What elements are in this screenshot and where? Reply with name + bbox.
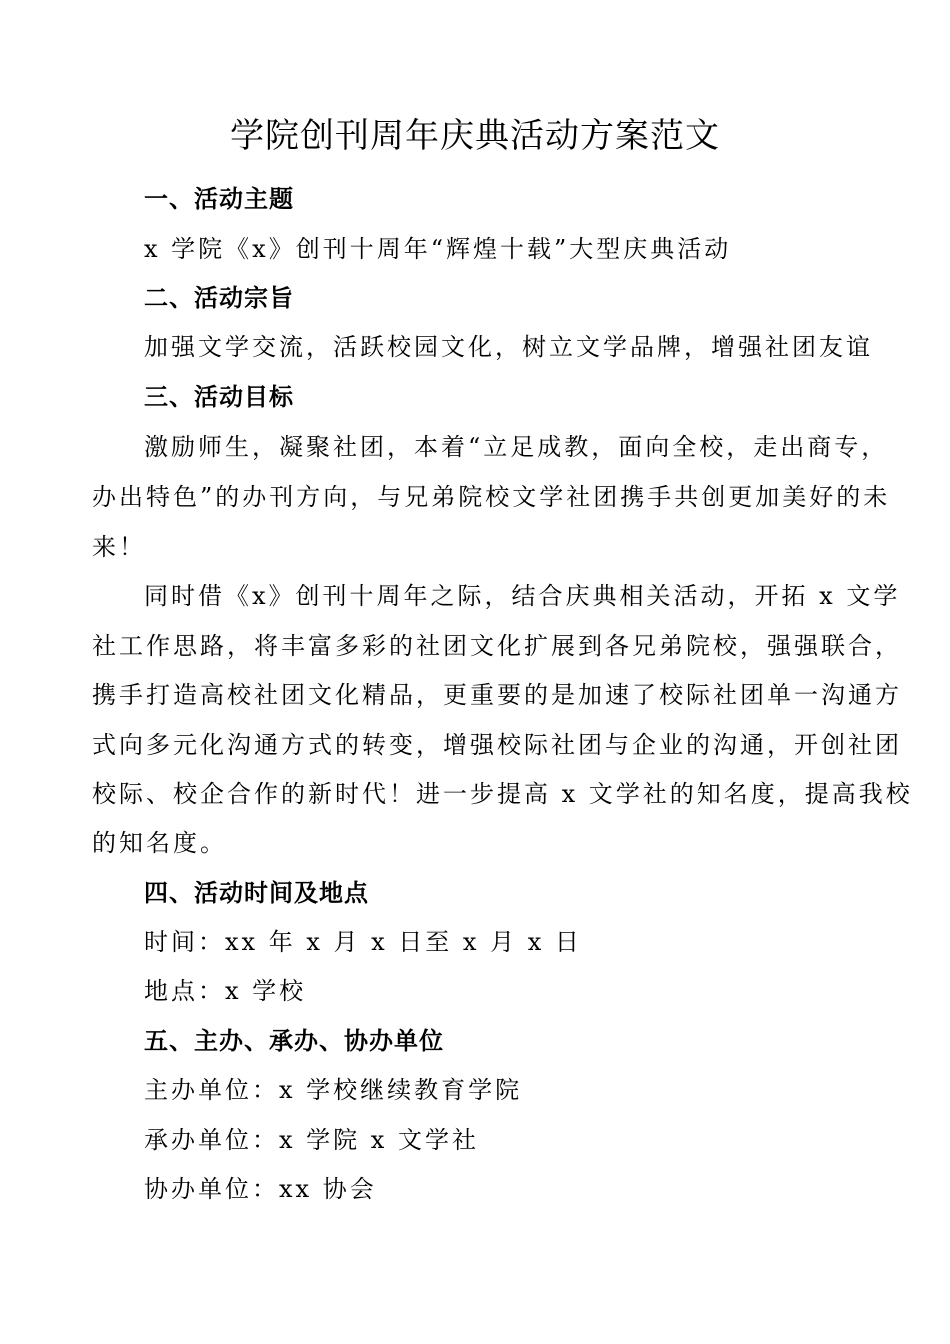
goal-paragraph-2-line: 社工作思路，将丰富多彩的社团文化扩展到各兄弟院校，强强联合， xyxy=(92,632,902,660)
goal-paragraph-1-line: 办出特色”的办刊方向，与兄弟院校文学社团携手共创更加美好的未 xyxy=(92,483,891,511)
section-heading-purpose: 二、活动宗旨 xyxy=(144,284,294,312)
goal-paragraph-2-line: 同时借《x》创刊十周年之际，结合庆典相关活动，开拓 x 文学 xyxy=(144,582,901,610)
time-text: 时间：xx 年 x 月 x 日至 x 月 x 日 xyxy=(144,928,582,956)
goal-paragraph-1-line: 激励师生，凝聚社团，本着“立足成教，面向全校，走出商专， xyxy=(144,433,889,461)
section-heading-time-place: 四、活动时间及地点 xyxy=(144,879,369,907)
host-text: 主办单位：x 学校继续教育学院 xyxy=(144,1076,523,1104)
goal-paragraph-2-line: 式向多元化沟通方式的转变，增强校际社团与企业的沟通，开创社团 xyxy=(92,731,902,759)
theme-text: x 学院《x》创刊十周年“辉煌十载”大型庆典活动 xyxy=(144,235,732,263)
co-organizer-text: 协办单位：xx 协会 xyxy=(144,1175,377,1203)
organizer-text: 承办单位：x 学院 x 文学社 xyxy=(144,1126,479,1154)
goal-paragraph-2-line: 的知名度。 xyxy=(92,829,227,857)
place-text: 地点：x 学校 xyxy=(144,977,307,1005)
goal-paragraph-2-line: 携手打造高校社团文化精品，更重要的是加速了校际社团单一沟通方 xyxy=(92,681,902,709)
goal-paragraph-1-line: 来！ xyxy=(92,533,146,561)
purpose-text: 加强文学交流，活跃校园文化，树立文学品牌，增强社团友谊 xyxy=(144,333,873,361)
section-heading-organizers: 五、主办、承办、协办单位 xyxy=(144,1027,444,1055)
section-heading-goal: 三、活动目标 xyxy=(144,383,294,411)
goal-paragraph-2-line: 校际、校企合作的新时代！进一步提高 x 文学社的知名度，提高我校 xyxy=(92,780,913,808)
document-title: 学院创刊周年庆典活动方案范文 xyxy=(230,116,720,156)
section-heading-theme: 一、活动主题 xyxy=(144,185,294,213)
